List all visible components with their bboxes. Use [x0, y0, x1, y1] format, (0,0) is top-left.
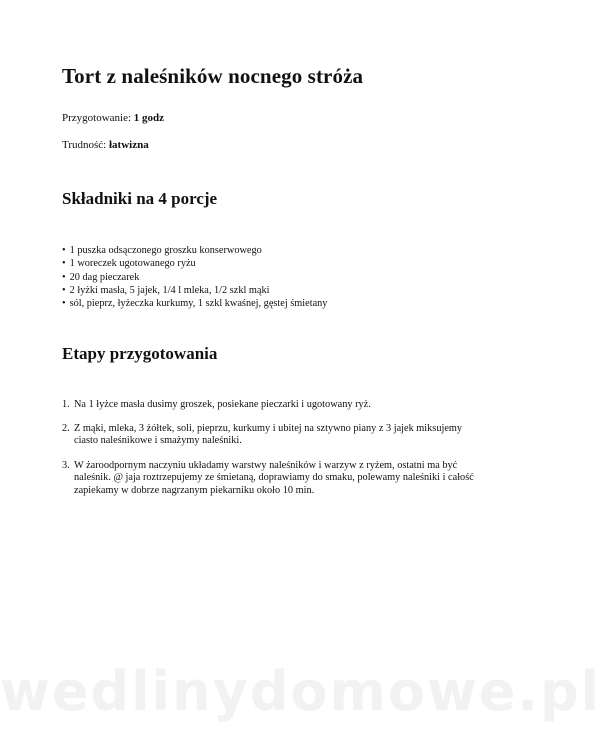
- prep-time: [62, 112, 164, 124]
- site-watermark: wedlinydomowe.pl: [0, 660, 601, 723]
- difficulty-value: łatwizna: [108, 139, 149, 151]
- difficulty: [62, 139, 149, 151]
- step-number: 3.: [62, 459, 70, 471]
- step-item: [62, 460, 482, 498]
- prep-time-value: 1 godz: [133, 112, 165, 124]
- ingredient-item: • 1 woreczek ugotowanego ryżu: [62, 257, 327, 270]
- ingredient-item: • 1 puszka odsączonego groszku konserwowego: [62, 244, 327, 257]
- step-number: 2.: [62, 422, 70, 434]
- steps-list: [62, 399, 482, 498]
- step-text: W żaroodpornym naczyniu układamy warstwy naleśników i warzyw z ryżem, ostatni ma być naleśnik. @ jaja roztrzepujemy ze śmietaną, doprawiamy do smaku, polewamy naleśniki i całość zapiekamy w dobrze nagrzanym piekarniku około 10 min.: [74, 459, 474, 496]
- ingredient-item: • 2 łyżki masła, 5 jajek, 1/4 l mleka, 1/2 szkl mąki: [62, 284, 327, 297]
- recipe-title: Tort z naleśników nocnego stróża: [62, 64, 364, 88]
- ingredient-item: • sól, pieprz, łyżeczka kurkumy, 1 szkl kwaśnej, gęstej śmietany: [62, 297, 327, 310]
- ingredients-list: [62, 244, 327, 310]
- ingredient-item: • 20 dag pieczarek: [62, 271, 327, 284]
- step-number: 1.: [62, 399, 70, 410]
- step-item: [62, 423, 482, 448]
- difficulty-label: Trudność:: [62, 139, 107, 151]
- ingredients-heading: Składniki na 4 porcje: [62, 189, 218, 208]
- step-text: Na 1 łyżce masła dusimy groszek, posiekane pieczarki i ugotowany ryż.: [74, 399, 371, 410]
- prep-time-label: Przygotowanie:: [62, 112, 132, 124]
- step-text: Z mąki, mleka, 3 żółtek, soli, pieprzu, kurkumy i ubitej na sztywno piany z 3 jajek miksujemy ciasto naleśnikowe i smażymy naleśniki.: [74, 422, 463, 447]
- steps-heading: Etapy przygotowania: [62, 344, 218, 363]
- step-item: [62, 399, 482, 412]
